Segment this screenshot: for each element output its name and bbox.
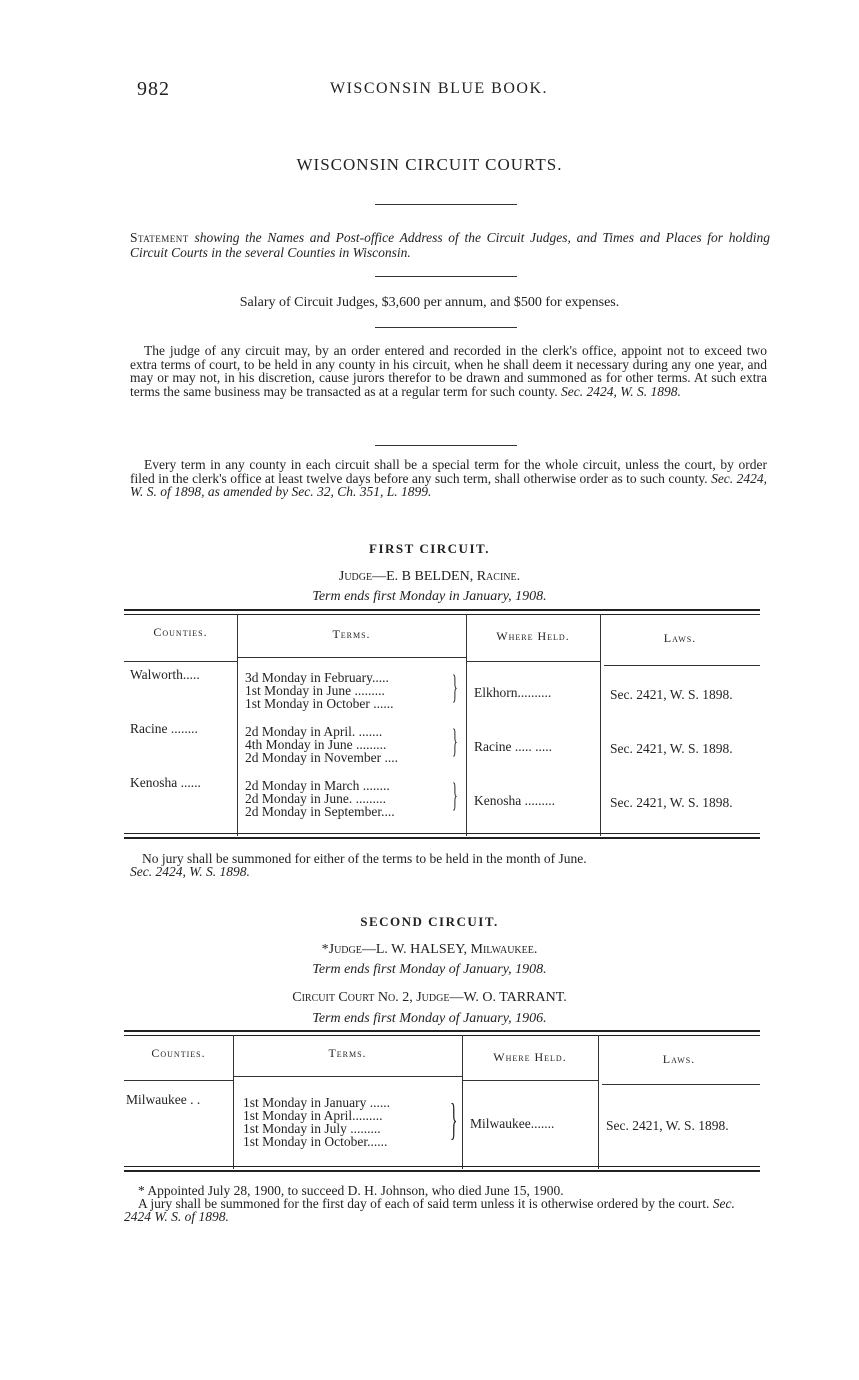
page-title: WISCONSIN CIRCUIT COURTS.: [296, 155, 563, 174]
brace-icon: }: [450, 1095, 458, 1144]
second-circuit-term-note: Term ends first Monday of January, 1908.: [312, 962, 547, 977]
where-held-cell: Milwaukee.......: [470, 1116, 555, 1131]
footnote-jury: [124, 1197, 760, 1223]
terms-cell: [243, 1096, 390, 1148]
county-cell: Milwaukee . .: [126, 1092, 201, 1107]
law-cell: Sec. 2421, W. S. 1898.: [610, 741, 733, 756]
judge-name: —W. O. TARRANT.: [449, 990, 567, 1005]
term-line: 3d Monday in February.....: [245, 670, 389, 685]
term-line: 1st Monday in January ......: [243, 1095, 390, 1110]
county-cell: Racine ........: [130, 721, 198, 736]
terms-cell: [245, 671, 393, 710]
judge-label: *Judge: [321, 942, 362, 957]
judge-city: Racine.: [476, 569, 521, 584]
column-divider: [466, 614, 467, 836]
running-head: [0, 78, 859, 102]
term-line: 1st Monday in October......: [243, 1134, 388, 1149]
second-circuit-title: SECOND CIRCUIT.: [360, 914, 499, 929]
statement-lead: Statement: [130, 230, 189, 245]
june-jury-note: [130, 852, 760, 878]
term-line: 1st Monday in July .........: [243, 1121, 381, 1136]
judge-label: Judge: [416, 990, 450, 1005]
statement-text: showing the Names and Post-office Address of the Circuit Judges, and Times and Places for holding Circuit Courts in the several Counties in Wisconsin.: [130, 230, 770, 260]
header-rule: [237, 657, 466, 658]
divider: [375, 445, 517, 446]
salary-line: Salary of Circuit Judges, $3,600 per annum, and $500 for expenses.: [239, 295, 620, 310]
column-header-terms: Terms.: [332, 627, 371, 641]
judge-name: —L. W. HALSEY,: [361, 942, 468, 957]
second-circuit-table: [124, 1030, 760, 1174]
header-rule: [124, 661, 237, 662]
term-line: 1st Monday in April.........: [243, 1108, 383, 1123]
term-line: 2d Monday in March ........: [245, 778, 390, 793]
column-header-counties: Counties.: [151, 1046, 206, 1060]
term-line: 2d Monday in April. .......: [245, 724, 383, 739]
header-rule: [233, 1076, 462, 1077]
where-held-cell: Kenosha .........: [474, 793, 555, 808]
header-rule: [462, 1080, 598, 1081]
header-rule: [124, 1080, 233, 1081]
header-rule: [604, 665, 760, 666]
judge-name: —E. B BELDEN,: [372, 569, 474, 584]
table-top-rule: [124, 1030, 760, 1036]
statement: [130, 230, 770, 260]
note-citation: Sec. 2424, W. S. 1898.: [130, 864, 250, 879]
footnote-appointment: * Appointed July 28, 1900, to succeed D. H. Johnson, who died June 15, 1900.: [138, 1183, 564, 1198]
column-header-laws: Laws.: [663, 631, 697, 645]
first-circuit-title: FIRST CIRCUIT.: [369, 541, 490, 556]
circuit-court-no-2: [0, 990, 859, 1006]
page-number: 982: [137, 78, 170, 100]
book-title: WISCONSIN BLUE BOOK.: [330, 80, 548, 97]
column-divider: [600, 614, 601, 836]
header-rule: [466, 661, 600, 662]
law-cell: Sec. 2421, W. S. 1898.: [610, 687, 733, 702]
divider: [375, 327, 517, 328]
column-header-where-held: Where Held.: [496, 629, 570, 643]
where-held-cell: Racine ..... .....: [474, 739, 552, 754]
first-circuit-table: [124, 609, 760, 841]
table-top-rule: [124, 609, 760, 615]
column-divider: [237, 614, 238, 836]
law-cell: Sec. 2421, W. S. 1898.: [610, 795, 733, 810]
table-bottom-rule: [124, 833, 760, 839]
paragraph-text: Every term in any county in each circuit shall be a special term for the whole circuit, unless the court, by order filed in the clerk's office at least twelve days before any such term, shall otherwise order as to such county.: [130, 457, 767, 486]
terms-cell: [245, 779, 395, 818]
county-cell: Walworth.....: [130, 667, 200, 682]
county-cell: Kenosha ......: [130, 775, 201, 790]
term-line: 2d Monday in June. .........: [245, 791, 386, 806]
footnote-text: A jury shall be summoned for the first day of each of said term unless it is otherwise ordered by the court.: [138, 1196, 710, 1211]
column-header-terms: Terms.: [328, 1046, 367, 1060]
paragraph-citation: Sec. 2424, W. S. 1898.: [560, 383, 681, 399]
paragraph-citation: Sec. 2424, W. S. of 1898, as amended by Sec. 32, Ch. 351, L. 1899.: [130, 470, 768, 499]
judge-city: Milwaukee.: [470, 942, 538, 957]
brace-icon: }: [452, 777, 458, 814]
extra-terms-paragraph: [130, 344, 767, 398]
term-line: 1st Monday in October ......: [245, 696, 394, 711]
paragraph-text: The judge of any circuit may, by an order entered and recorded in the clerk's office, appoint not to exceed two extra terms of court, to be held in any county in his circuit, when he shall deem it necessary during any one year, and may or may not, in his discretion, cause jurors therefor to be drawn and summoned as for other terms. At such extra terms the same business may be transacted as at a regular term for such county.: [130, 343, 767, 399]
where-held-cell: Elkhorn..........: [474, 685, 552, 700]
term-line: 1st Monday in June .........: [245, 683, 385, 698]
first-circuit-term-note: Term ends first Monday in January, 1908.: [312, 589, 547, 604]
brace-icon: }: [452, 669, 458, 706]
judge-label: Judge: [338, 569, 373, 584]
brace-icon: }: [452, 723, 458, 760]
column-header-where-held: Where Held.: [493, 1050, 567, 1064]
law-cell: Sec. 2421, W. S. 1898.: [606, 1118, 729, 1133]
footnote-citation: Sec. 2424 W. S. of 1898.: [124, 1196, 735, 1224]
note-text: No jury shall be summoned for either of the terms to be held in the month of June.: [142, 851, 587, 866]
first-circuit-judge: [0, 569, 859, 585]
term-line: 2d Monday in September....: [245, 804, 395, 819]
term-line: 2d Monday in November ....: [245, 750, 398, 765]
term-line: 4th Monday in June .........: [245, 737, 387, 752]
header-rule: [602, 1084, 760, 1085]
column-header-laws: Laws.: [662, 1052, 696, 1066]
table-bottom-rule: [124, 1166, 760, 1172]
court-2-term-note: Term ends first Monday of January, 1906.: [312, 1011, 547, 1026]
divider: [375, 204, 517, 205]
column-header-counties: Counties.: [153, 625, 208, 639]
special-term-paragraph: [130, 458, 767, 499]
terms-cell: [245, 725, 398, 764]
divider: [375, 276, 517, 277]
second-circuit-judge: [0, 942, 859, 958]
court-label: Circuit Court No. 2,: [292, 990, 413, 1005]
